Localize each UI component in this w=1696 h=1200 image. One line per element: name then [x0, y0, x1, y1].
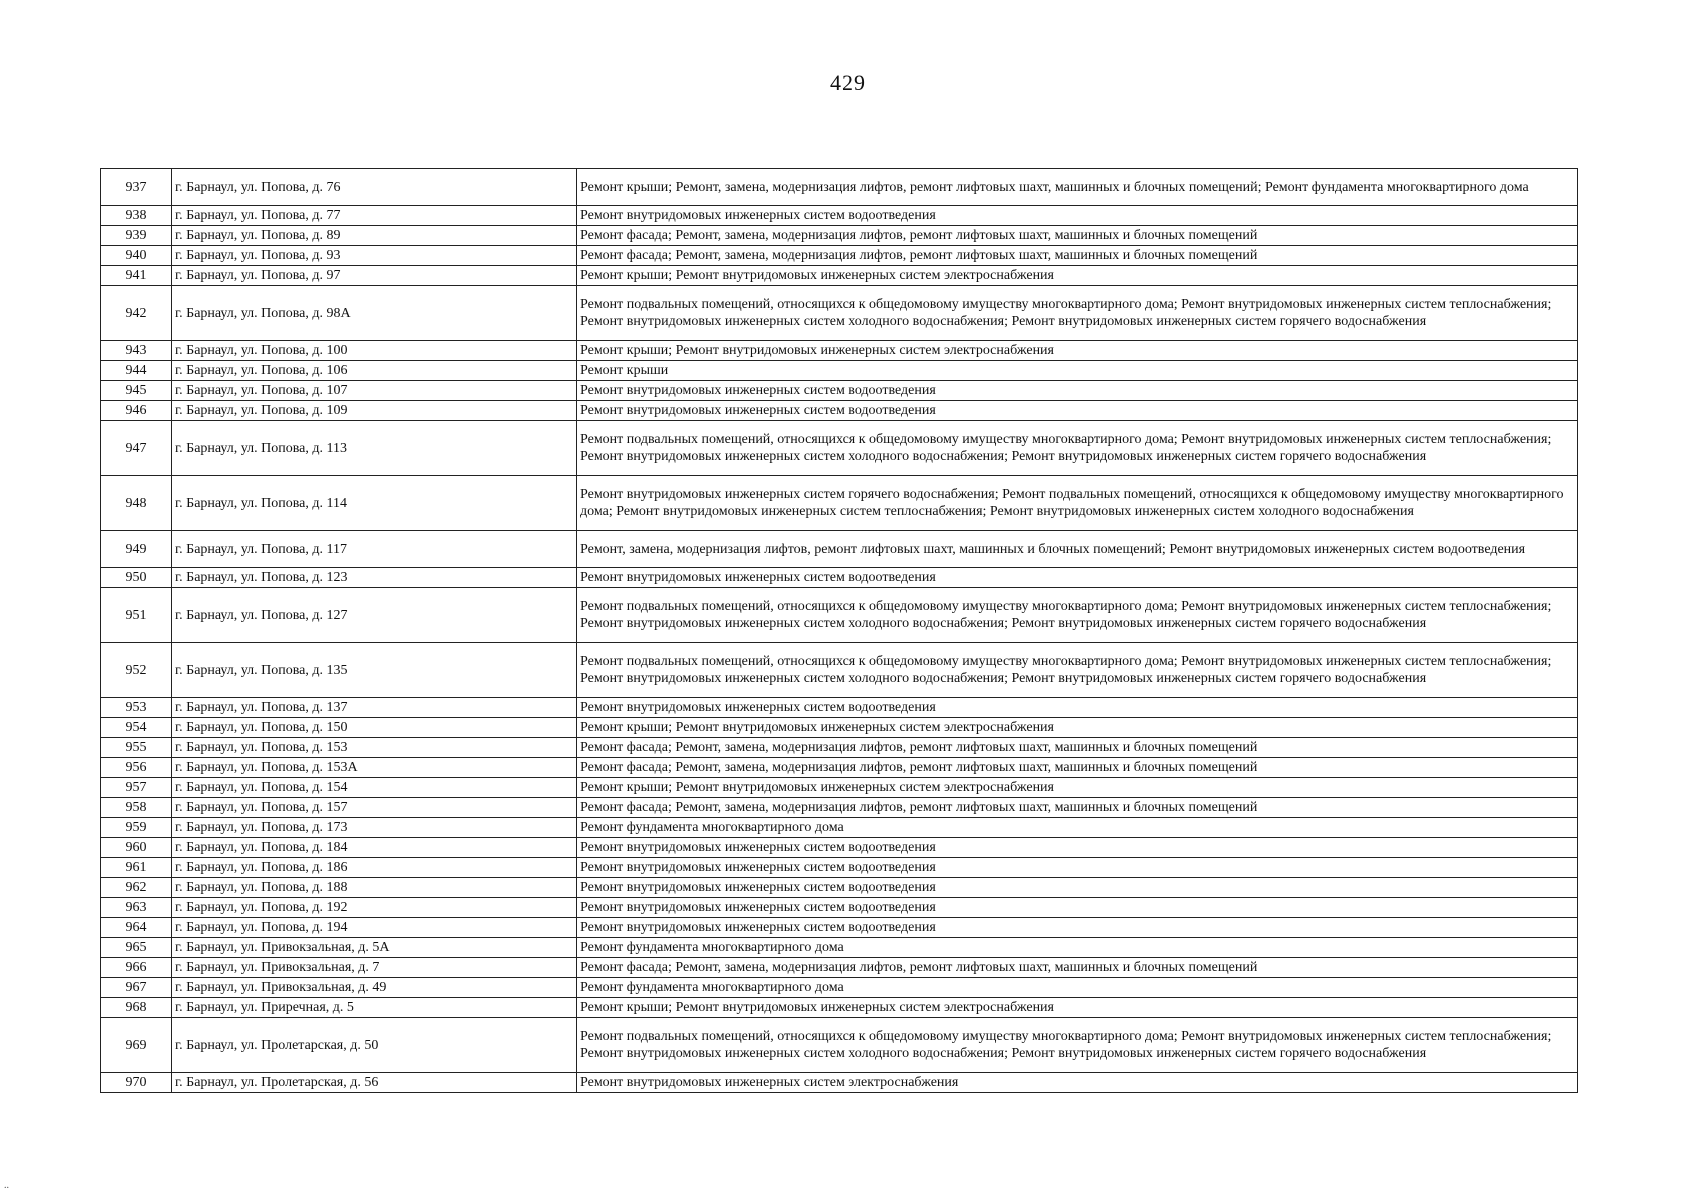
table-row — [101, 718, 1578, 738]
row-number: 943 — [101, 341, 172, 361]
row-number: 945 — [101, 381, 172, 401]
row-number: 951 — [101, 588, 172, 643]
row-work-types: Ремонт подвальных помещений, относящихся к общедомовому имуществу многоквартирного дома; Ремонт внутридомовых инженерных систем теплоснабжения; Ремонт внутридомовых инженерных систем холодного водоснабжения; Ремонт внутридомовых инженерных систем горячего водоснабжения — [577, 1018, 1578, 1073]
table-row — [101, 998, 1578, 1018]
table-row — [101, 978, 1578, 998]
table-row — [101, 206, 1578, 226]
row-address: г. Барнаул, ул. Попова, д. 97 — [172, 266, 577, 286]
row-number: 967 — [101, 978, 172, 998]
row-address: г. Барнаул, ул. Попова, д. 100 — [172, 341, 577, 361]
row-number: 963 — [101, 898, 172, 918]
row-number: 965 — [101, 938, 172, 958]
row-address: г. Барнаул, ул. Попова, д. 194 — [172, 918, 577, 938]
row-number: 970 — [101, 1073, 172, 1093]
table-row — [101, 588, 1578, 643]
row-address: г. Барнаул, ул. Попова, д. 153 — [172, 738, 577, 758]
table-row — [101, 476, 1578, 531]
row-work-types: Ремонт, замена, модернизация лифтов, ремонт лифтовых шахт, машинных и блочных помещений; Ремонт внутридомовых инженерных систем водоотведения — [577, 531, 1578, 568]
table-row — [101, 169, 1578, 206]
row-address: г. Барнаул, ул. Попова, д. 184 — [172, 838, 577, 858]
row-number: 961 — [101, 858, 172, 878]
table-row — [101, 778, 1578, 798]
row-address: г. Барнаул, ул. Попова, д. 109 — [172, 401, 577, 421]
row-number: 937 — [101, 169, 172, 206]
row-work-types: Ремонт внутридомовых инженерных систем горячего водоснабжения; Ремонт подвальных помещений, относящихся к общедомовому имуществу многоквартирного дома; Ремонт внутридомовых инженерных систем теплоснабжения; Ремонт внутридомовых инженерных систем холодного водоснабжения — [577, 476, 1578, 531]
row-address: г. Барнаул, ул. Попова, д. 113 — [172, 421, 577, 476]
row-address: г. Барнаул, ул. Попова, д. 93 — [172, 246, 577, 266]
table-row — [101, 1018, 1578, 1073]
table-row — [101, 738, 1578, 758]
row-work-types: Ремонт внутридомовых инженерных систем водоотведения — [577, 838, 1578, 858]
table-row — [101, 341, 1578, 361]
table-row — [101, 838, 1578, 858]
row-address: г. Барнаул, ул. Попова, д. 192 — [172, 898, 577, 918]
row-address: г. Барнаул, ул. Попова, д. 123 — [172, 568, 577, 588]
table-row — [101, 361, 1578, 381]
row-number: 968 — [101, 998, 172, 1018]
row-address: г. Барнаул, ул. Попова, д. 98А — [172, 286, 577, 341]
row-address: г. Барнаул, ул. Пролетарская, д. 50 — [172, 1018, 577, 1073]
row-number: 944 — [101, 361, 172, 381]
row-number: 947 — [101, 421, 172, 476]
row-address: г. Барнаул, ул. Попова, д. 173 — [172, 818, 577, 838]
row-address: г. Барнаул, ул. Попова, д. 150 — [172, 718, 577, 738]
row-work-types: Ремонт подвальных помещений, относящихся к общедомовому имуществу многоквартирного дома; Ремонт внутридомовых инженерных систем теплоснабжения; Ремонт внутридомовых инженерных систем холодного водоснабжения; Ремонт внутридомовых инженерных систем горячего водоснабжения — [577, 643, 1578, 698]
row-address: г. Барнаул, ул. Пролетарская, д. 56 — [172, 1073, 577, 1093]
row-address: г. Барнаул, ул. Попова, д. 153А — [172, 758, 577, 778]
row-address: г. Барнаул, ул. Попова, д. 89 — [172, 226, 577, 246]
row-number: 949 — [101, 531, 172, 568]
table-row — [101, 758, 1578, 778]
row-work-types: Ремонт крыши; Ремонт внутридомовых инженерных систем электроснабжения — [577, 998, 1578, 1018]
row-address: г. Барнаул, ул. Попова, д. 77 — [172, 206, 577, 226]
table-row — [101, 818, 1578, 838]
table-row — [101, 226, 1578, 246]
row-number: 960 — [101, 838, 172, 858]
row-work-types: Ремонт фасада; Ремонт, замена, модернизация лифтов, ремонт лифтовых шахт, машинных и блочных помещений — [577, 958, 1578, 978]
row-address: г. Барнаул, ул. Попова, д. 127 — [172, 588, 577, 643]
row-number: 941 — [101, 266, 172, 286]
row-number: 969 — [101, 1018, 172, 1073]
table-row — [101, 421, 1578, 476]
row-work-types: Ремонт подвальных помещений, относящихся к общедомовому имуществу многоквартирного дома; Ремонт внутридомовых инженерных систем теплоснабжения; Ремонт внутридомовых инженерных систем холодного водоснабжения; Ремонт внутридомовых инженерных систем горячего водоснабжения — [577, 421, 1578, 476]
table-row — [101, 858, 1578, 878]
table-row — [101, 958, 1578, 978]
table-row — [101, 798, 1578, 818]
row-number: 964 — [101, 918, 172, 938]
table-row — [101, 568, 1578, 588]
row-work-types: Ремонт фундамента многоквартирного дома — [577, 938, 1578, 958]
row-number: 958 — [101, 798, 172, 818]
row-work-types: Ремонт крыши; Ремонт внутридомовых инженерных систем электроснабжения — [577, 778, 1578, 798]
row-address: г. Барнаул, ул. Попова, д. 135 — [172, 643, 577, 698]
row-work-types: Ремонт фасада; Ремонт, замена, модернизация лифтов, ремонт лифтовых шахт, машинных и блочных помещений — [577, 738, 1578, 758]
row-work-types: Ремонт фасада; Ремонт, замена, модернизация лифтов, ремонт лифтовых шахт, машинных и блочных помещений — [577, 226, 1578, 246]
row-address: г. Барнаул, ул. Попова, д. 114 — [172, 476, 577, 531]
row-number: 939 — [101, 226, 172, 246]
table-row — [101, 531, 1578, 568]
row-work-types: Ремонт внутридомовых инженерных систем электроснабжения — [577, 1073, 1578, 1093]
row-address: г. Барнаул, ул. Попова, д. 186 — [172, 858, 577, 878]
table-row — [101, 918, 1578, 938]
row-work-types: Ремонт внутридомовых инженерных систем водоотведения — [577, 898, 1578, 918]
row-work-types: Ремонт подвальных помещений, относящихся к общедомовому имуществу многоквартирного дома; Ремонт внутридомовых инженерных систем теплоснабжения; Ремонт внутридомовых инженерных систем холодного водоснабжения; Ремонт внутридомовых инженерных систем горячего водоснабжения — [577, 588, 1578, 643]
row-number: 946 — [101, 401, 172, 421]
row-work-types: Ремонт фасада; Ремонт, замена, модернизация лифтов, ремонт лифтовых шахт, машинных и блочных помещений — [577, 758, 1578, 778]
row-address: г. Барнаул, ул. Попова, д. 106 — [172, 361, 577, 381]
row-address: г. Барнаул, ул. Привокзальная, д. 7 — [172, 958, 577, 978]
row-number: 955 — [101, 738, 172, 758]
row-work-types: Ремонт крыши; Ремонт внутридомовых инженерных систем электроснабжения — [577, 718, 1578, 738]
table-row — [101, 286, 1578, 341]
table-row — [101, 643, 1578, 698]
row-number: 950 — [101, 568, 172, 588]
row-work-types: Ремонт внутридомовых инженерных систем водоотведения — [577, 401, 1578, 421]
row-number: 938 — [101, 206, 172, 226]
row-work-types: Ремонт крыши; Ремонт внутридомовых инженерных систем электроснабжения — [577, 341, 1578, 361]
row-work-types: Ремонт фундамента многоквартирного дома — [577, 978, 1578, 998]
table-row — [101, 898, 1578, 918]
row-work-types: Ремонт фундамента многоквартирного дома — [577, 818, 1578, 838]
table-row — [101, 938, 1578, 958]
row-address: г. Барнаул, ул. Попова, д. 188 — [172, 878, 577, 898]
row-number: 959 — [101, 818, 172, 838]
row-number: 962 — [101, 878, 172, 898]
table-row — [101, 698, 1578, 718]
row-address: г. Барнаул, ул. Приречная, д. 5 — [172, 998, 577, 1018]
row-work-types: Ремонт внутридомовых инженерных систем водоотведения — [577, 381, 1578, 401]
row-address: г. Барнаул, ул. Попова, д. 154 — [172, 778, 577, 798]
repair-registry-table — [100, 168, 1578, 1093]
row-number: 956 — [101, 758, 172, 778]
row-address: г. Барнаул, ул. Попова, д. 107 — [172, 381, 577, 401]
row-number: 942 — [101, 286, 172, 341]
row-work-types: Ремонт крыши — [577, 361, 1578, 381]
row-work-types: Ремонт подвальных помещений, относящихся к общедомовому имуществу многоквартирного дома; Ремонт внутридомовых инженерных систем теплоснабжения; Ремонт внутридомовых инженерных систем холодного водоснабжения; Ремонт внутридомовых инженерных систем горячего водоснабжения — [577, 286, 1578, 341]
row-number: 940 — [101, 246, 172, 266]
row-number: 952 — [101, 643, 172, 698]
row-work-types: Ремонт внутридомовых инженерных систем водоотведения — [577, 878, 1578, 898]
scan-artifact-mark: .. — [4, 1180, 9, 1191]
table-row — [101, 401, 1578, 421]
row-work-types: Ремонт внутридомовых инженерных систем водоотведения — [577, 206, 1578, 226]
table-row — [101, 1073, 1578, 1093]
row-work-types: Ремонт крыши; Ремонт, замена, модернизация лифтов, ремонт лифтовых шахт, машинных и блочных помещений; Ремонт фундамента многоквартирного дома — [577, 169, 1578, 206]
row-work-types: Ремонт фасада; Ремонт, замена, модернизация лифтов, ремонт лифтовых шахт, машинных и блочных помещений — [577, 798, 1578, 818]
row-number: 957 — [101, 778, 172, 798]
row-work-types: Ремонт фасада; Ремонт, замена, модернизация лифтов, ремонт лифтовых шахт, машинных и блочных помещений — [577, 246, 1578, 266]
row-work-types: Ремонт внутридомовых инженерных систем водоотведения — [577, 568, 1578, 588]
row-work-types: Ремонт внутридомовых инженерных систем водоотведения — [577, 918, 1578, 938]
row-work-types: Ремонт крыши; Ремонт внутридомовых инженерных систем электроснабжения — [577, 266, 1578, 286]
page-number: 429 — [830, 70, 866, 95]
table-row — [101, 266, 1578, 286]
row-work-types: Ремонт внутридомовых инженерных систем водоотведения — [577, 698, 1578, 718]
table-row — [101, 381, 1578, 401]
row-address: г. Барнаул, ул. Попова, д. 76 — [172, 169, 577, 206]
row-work-types: Ремонт внутридомовых инженерных систем водоотведения — [577, 858, 1578, 878]
row-number: 953 — [101, 698, 172, 718]
row-address: г. Барнаул, ул. Попова, д. 157 — [172, 798, 577, 818]
row-address: г. Барнаул, ул. Попова, д. 137 — [172, 698, 577, 718]
row-number: 966 — [101, 958, 172, 978]
row-number: 948 — [101, 476, 172, 531]
row-address: г. Барнаул, ул. Привокзальная, д. 5А — [172, 938, 577, 958]
table-row — [101, 878, 1578, 898]
row-number: 954 — [101, 718, 172, 738]
row-address: г. Барнаул, ул. Привокзальная, д. 49 — [172, 978, 577, 998]
row-address: г. Барнаул, ул. Попова, д. 117 — [172, 531, 577, 568]
table-row — [101, 246, 1578, 266]
